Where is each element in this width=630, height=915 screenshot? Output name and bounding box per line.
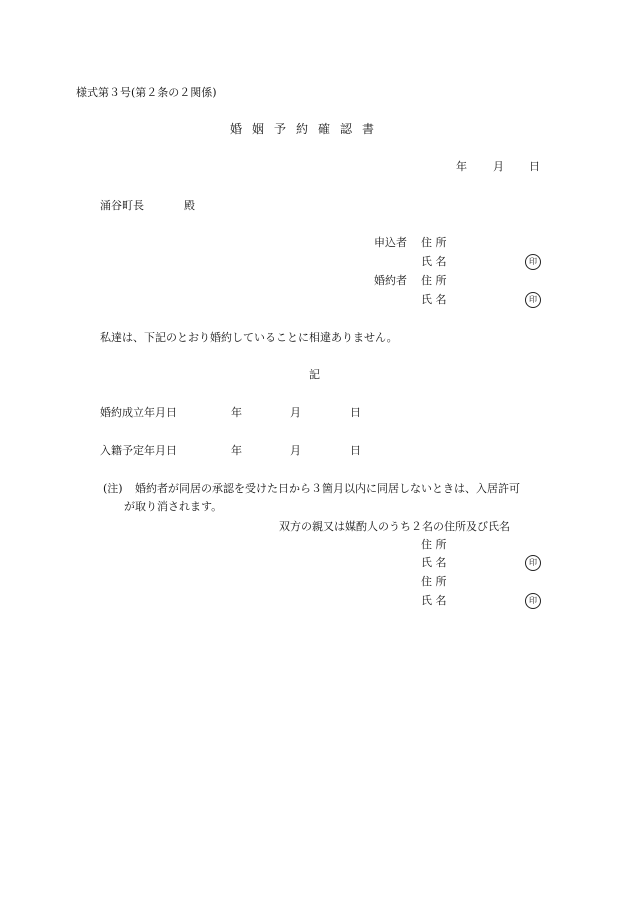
fiance-seal-icon: 印 xyxy=(525,292,541,308)
applicant-role: 申込者 xyxy=(374,236,407,249)
witness1-seal-icon: 印 xyxy=(525,555,541,571)
witness2-name-label: 氏 名 xyxy=(421,594,447,607)
applicant-address-label: 住 所 xyxy=(421,236,447,249)
date-day: 日 xyxy=(529,160,540,173)
note-line-1: 婚約者が同居の承認を受けた日から３箇月以内に同居しないときは、入居許可 xyxy=(135,482,520,495)
registration-year: 年 xyxy=(231,444,242,457)
note-marker: (注) xyxy=(103,482,123,495)
engagement-day: 日 xyxy=(350,406,361,419)
fiance-name-label: 氏 名 xyxy=(421,293,447,306)
ki-marker: 記 xyxy=(309,368,320,381)
engagement-date-label: 婚約成立年月日 xyxy=(100,406,177,419)
note-line-2: が取り消されます。 xyxy=(124,500,223,513)
fiance-role: 婚約者 xyxy=(374,274,407,287)
witness2-seal-icon: 印 xyxy=(525,593,541,609)
applicant-name-label: 氏 名 xyxy=(421,255,447,268)
statement-text: 私達は、下記のとおり婚約していることに相違ありません。 xyxy=(100,331,398,344)
addressee-name: 涌谷町長 xyxy=(100,199,144,212)
registration-date-label: 入籍予定年月日 xyxy=(100,444,177,457)
date-year: 年 xyxy=(456,160,467,173)
witness2-address-label: 住 所 xyxy=(421,575,447,588)
form-number: 様式第３号(第２条の２関係) xyxy=(76,86,217,99)
engagement-month: 月 xyxy=(290,406,301,419)
witness1-address-label: 住 所 xyxy=(421,538,447,551)
registration-day: 日 xyxy=(350,444,361,457)
fiance-address-label: 住 所 xyxy=(421,274,447,287)
document-title: 婚姻予約確認書 xyxy=(230,122,385,136)
witness-heading: 双方の親又は媒酌人のうち２名の住所及び氏名 xyxy=(279,520,510,533)
registration-month: 月 xyxy=(290,444,301,457)
witness1-name-label: 氏 名 xyxy=(421,556,447,569)
addressee-honorific: 殿 xyxy=(184,199,195,212)
date-month: 月 xyxy=(493,160,504,173)
applicant-seal-icon: 印 xyxy=(525,254,541,270)
engagement-year: 年 xyxy=(231,406,242,419)
